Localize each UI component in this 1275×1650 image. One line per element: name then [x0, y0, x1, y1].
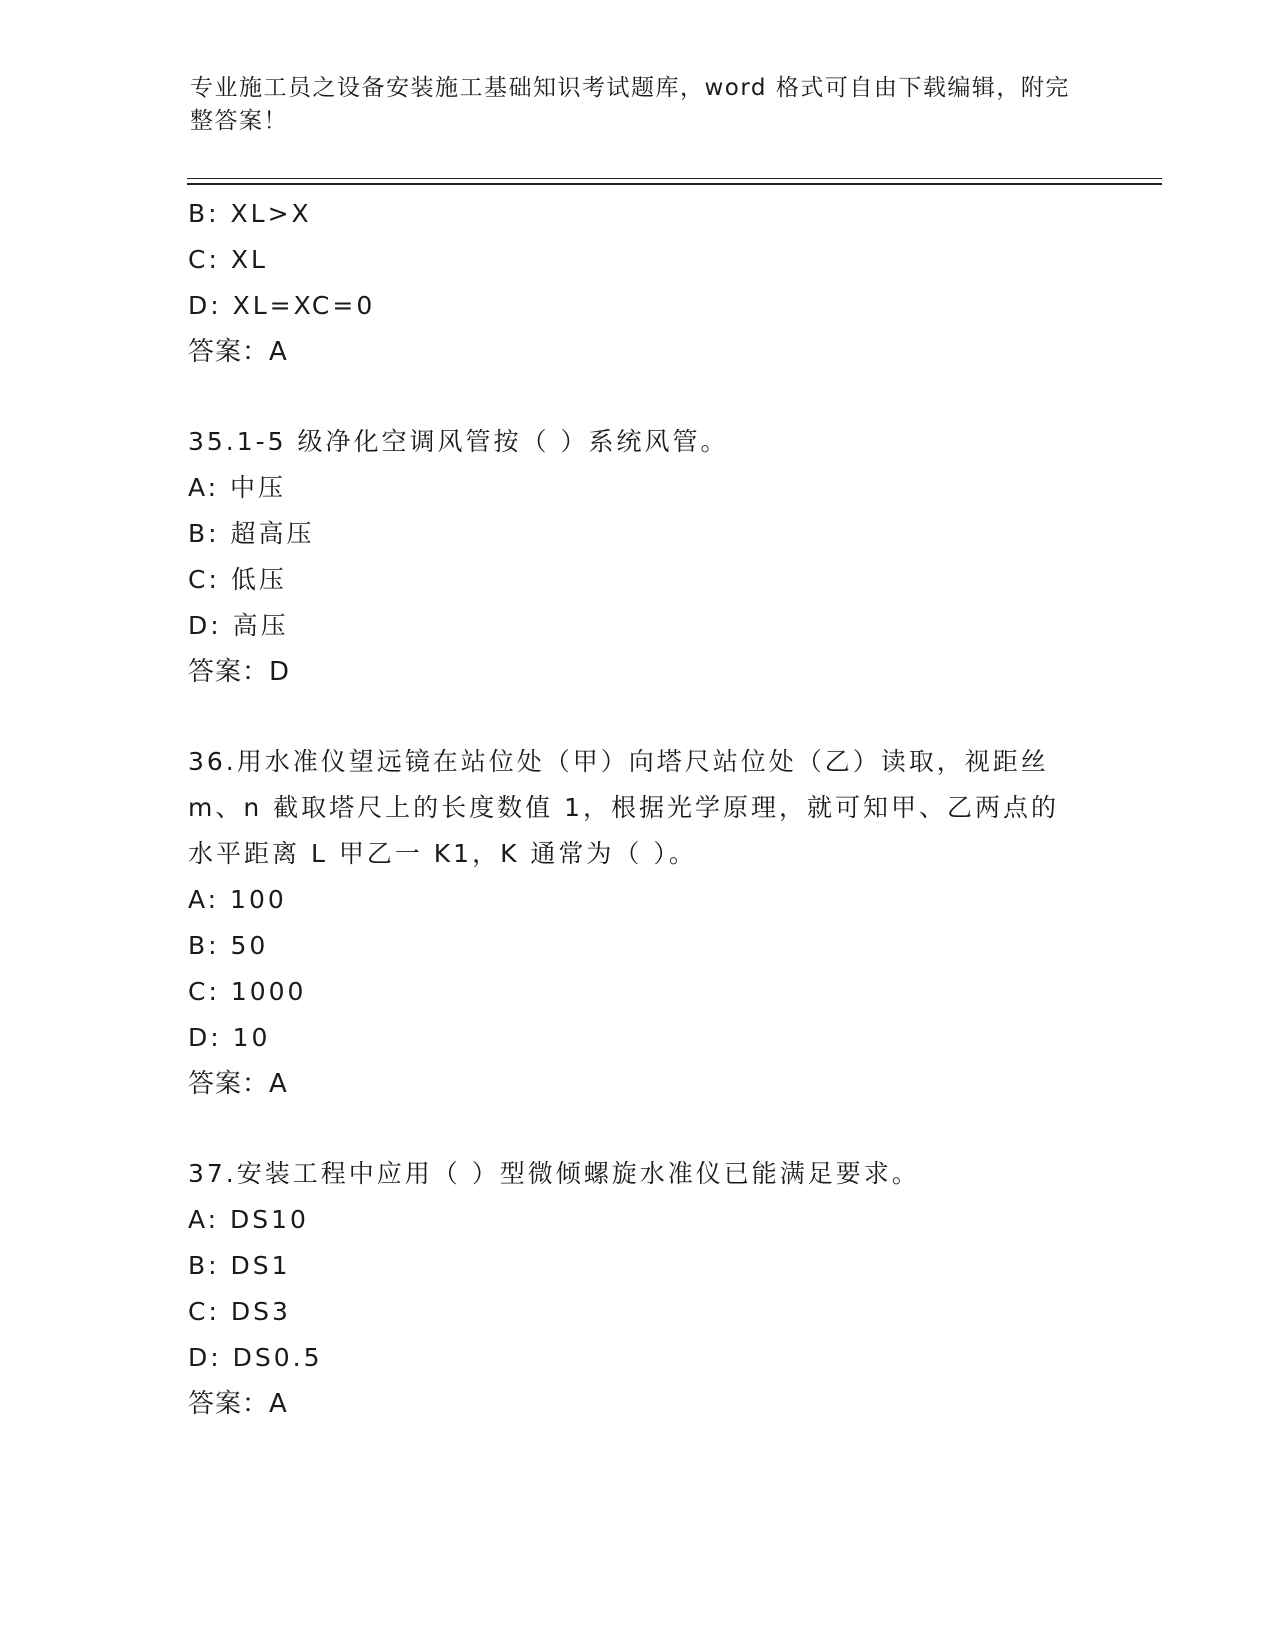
option-b: B: XL>X	[188, 199, 312, 228]
question-list	[188, 191, 1088, 1427]
answer: 答案：A	[188, 1069, 288, 1099]
answer: 答案：A	[188, 337, 288, 367]
header-line-1: 专业施工员之设备安装施工基础知识考试题库，word 格式可自由下载编辑，附完	[190, 75, 1070, 101]
option-c: C: DS3	[188, 1297, 291, 1326]
option-b: B: 超高压	[188, 519, 315, 548]
option-d: D: 高压	[188, 611, 289, 640]
answer: 答案：A	[188, 1389, 288, 1419]
header-rule-thin	[187, 178, 1162, 179]
option-a: A: DS10	[188, 1205, 309, 1234]
document-header	[190, 72, 1090, 138]
option-d: D: DS0.5	[188, 1343, 323, 1372]
option-a: A: 100	[188, 885, 287, 914]
answer: 答案：D	[188, 657, 291, 687]
question-text: 37.安装工程中应用（ ）型微倾螺旋水准仪已能满足要求。	[188, 1159, 920, 1188]
option-a: A: 中压	[188, 473, 287, 502]
option-c: C: XL	[188, 245, 268, 274]
question-35	[188, 419, 1088, 695]
option-c: C: 1000	[188, 977, 307, 1006]
question-text: 35.1-5 级净化空调风管按（ ）系统风管。	[188, 427, 729, 456]
previous-question-tail	[188, 191, 1088, 375]
option-b: B: 50	[188, 931, 269, 960]
header-rule-thick	[187, 183, 1162, 185]
header-line-2: 整答案！	[190, 108, 288, 134]
question-text-line-2: m、n 截取塔尺上的长度数值 1，根据光学原理，就可知甲、乙两点的	[188, 793, 1059, 822]
option-d: D: XL=XC=0	[188, 291, 376, 320]
question-text-line-1: 36.用水准仪望远镜在站位处（甲）向塔尺站位处（乙）读取，视距丝	[188, 747, 1049, 776]
question-36	[188, 739, 1088, 1107]
option-c: C: 低压	[188, 565, 287, 594]
question-text-line-3: 水平距离 L 甲乙一 K1，K 通常为（ ）。	[188, 839, 697, 868]
option-d: D: 10	[188, 1023, 271, 1052]
question-37	[188, 1151, 1088, 1427]
option-b: B: DS1	[188, 1251, 291, 1280]
